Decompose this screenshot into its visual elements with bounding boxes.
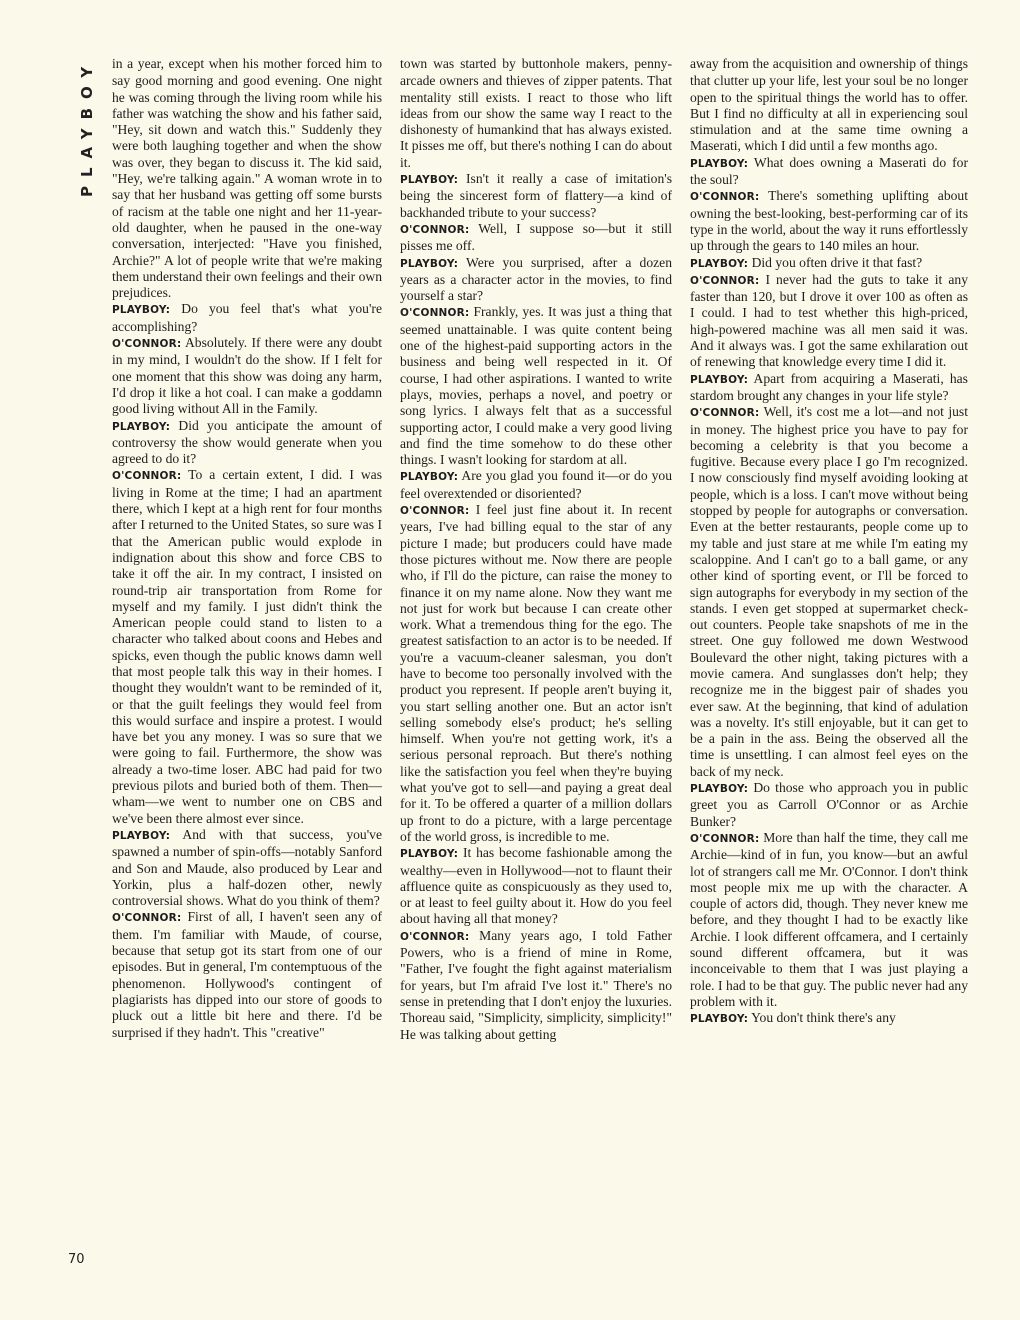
paragraph: O'CONNOR: More than half the time, they call me Archie—kind of in fun, you know—but an awful lot of strangers call me Mr. O'Connor. I don't think most people mix me up with the character. A couple of actors did, though. They never knew me before, and they thought I had to be exactly like Archie. I look different offcamera, and I certainly sound different offcamera, but it was inconceivable to them that I was just playing a role. I had to be that guy. The public never had any problem with it. [690,829,968,1009]
paragraph: O'CONNOR: There's something uplifting about owning the best-looking, best-performing car of its type in the world, about the way it runs effortlessly up through the gears to 140 miles an hour. [690,188,968,254]
text-column-2 [400,56,672,1043]
page-number: 70 [68,1252,85,1267]
text-column-1 [112,56,382,1041]
paragraph: PLAYBOY: Are you glad you found it—or do you feel overextended or disoriented? [400,468,672,501]
paragraph: away from the acquisition and ownership of things that clutter up your life, lest your soul be no longer open to the spiritual things the world has to offer. But I find no difficulty at all in experiencing soul stimulation and at the same time owning a Maserati, which I did until a few months ago. [690,56,968,154]
text-column-3 [690,56,968,1028]
paragraph: PLAYBOY: And with that success, you've spawned a number of spin-offs—notably Sanford and Son and Maude, also produced by Lear and Yorkin, plus a half-dozen other, newly controversial shows. What do you think of them? [112,826,382,909]
paragraph: in a year, except when his mother forced him to say good morning and good evening. One night he was coming through the living room while his father was watching the show and his father said, "Hey, sit down and watch this." Suddenly they were both laughing together and when the show was over, they began to discuss it. The kid said, "Hey, we're talking again." A woman wrote in to say that her husband was getting off some bursts of racism at the table one night and her 11-year-old daughter, when he paused in the one-way conversation, interjected: "Have you finished, Archie?" A lot of people write that we're making them understand their own feelings and their own prejudices. [112,56,382,301]
paragraph: PLAYBOY: It has become fashionable among the wealthy—even in Hollywood—not to flaunt their affluence quite as conspicuously as they used to, or at least to feel guilty about it. How do you feel about having all that money? [400,845,672,927]
paragraph: PLAYBOY: Do you feel that's what you're accomplishing? [112,301,382,334]
paragraph: PLAYBOY: Isn't it really a case of imitation's being the sincerest form of flattery—a kind of backhanded tribute to your success? [400,171,672,220]
paragraph: PLAYBOY: Did you anticipate the amount of controversy the show would generate when you agreed to do it? [112,417,382,467]
paragraph: O'CONNOR: Frankly, yes. It was just a thing that seemed unattainable. I was quite content being one of the highest-paid supporting actors in the business and being well respected in it. Of course, I had other aspirations. I wanted to write plays, movies, perhaps a novel, and poetry or song lyrics. I always felt that as a successful supporting actor, I could make a very good living and find the time somehow to do these other things. I wasn't looking for stardom at all. [400,304,672,468]
paragraph: O'CONNOR: Well, I suppose so—but it still pisses me off. [400,220,672,254]
paragraph: O'CONNOR: Well, it's cost me a lot—and not just in money. The highest price you have to pay for becoming a celebrity is that you become a fugitive. Because every place I go I'm recognized. I now consciously find myself avoiding looking at people, which is a loss. I can't move without being stopped by people for autographs or conversation. Even at the better restaurants, people come up to my table and just stare at me while I'm eating my scaloppine. And I can't go to a ball game, or any other kind of sporting event, or I'll be forced to sign autographs for everybody in my section of the stands. I even get stopped at supermarket check-out counters. People take snapshots of me in the street. One guy followed me down Westwood Boulevard the other night, taking pictures with a movie camera. And sunglasses don't help; they recognize me in the biggest pair of shades you ever saw. At the beginning, that kind of adulation was a novelty. It's still enjoyable, but it can get to be a pain in the ass. Being the observed all the time is unsettling. I can almost feel eyes on the back of my neck. [690,404,969,779]
magazine-vertical-mark: PLAYBOY [78,57,96,197]
paragraph: O'CONNOR: Many years ago, I told Father Powers, who is a friend of mine in Rome, "Father, I've fought the fight against materialism for years, but I'm afraid I've lost it." There's no sense in pretending that I don't enjoy the luxuries. Thoreau said, "Simplicity, simplicity, simplicity!" He was talking about getting [400,927,672,1042]
paragraph: town was started by buttonhole makers, penny-arcade owners and thieves of zipper patents. That mentality still exists. I react to those who lift ideas from our show the same way I react to the dishonesty of humankind that has always existed. It pisses me off, but there's nothing I can do about it. [400,56,672,170]
paragraph: PLAYBOY: What does owning a Maserati do for the soul? [690,154,968,188]
paragraph: PLAYBOY: Do those who approach you in public greet you as Carroll O'Connor or as Archie Bunker? [690,780,968,829]
paragraph: O'CONNOR: First of all, I haven't seen any of them. I'm familiar with Maude, of course, because that setup got its start from one of our episodes. But in general, I'm contemptuous of the phenomenon. Hollywood's contingent of plagiarists has dipped into our store of goods to pluck out a little bit here and there. I'd be surprised if they hadn't. This "creative" [112,909,382,1040]
paragraph: PLAYBOY: Apart from acquiring a Maserati, has stardom brought any changes in your life style? [690,370,968,403]
paragraph: O'CONNOR: I never had the guts to take it any faster than 120, but I drove it over 100 as often as I could. I had to test whether this high-priced, high-powered machine was all men said it was. And it always was. I got the same exhilaration out of renewing that knowledge every time I did it. [690,271,968,370]
paragraph: O'CONNOR: I feel just fine about it. In recent years, I've had billing equal to the star of any picture I made; but producers could have made those pictures without me. Now there are people who, if I'll do the picture, can raise the money to finance it on my name alone. Now they want me not just for work but because I can create other work. What a tremendous thing for the ego. The greatest satisfaction to an actor is to be needed. If you're a vacuum-cleaner salesman, you don't have to become too personally involved with the product you represent. If people aren't buying it, you start selling another one. But an actor isn't selling somebody else's product; he's selling himself. When you're not getting work, it's a serious personal reproach. But there's nothing like the satisfaction you feel when they're buying what you've got to sell—and paying a great deal for it. To be offered a quarter of a million dollars up front to do a picture, with a large percentage of the world gross, is incredible to me. [400,502,673,844]
paragraph: O'CONNOR: Absolutely. If there were any doubt in my mind, I wouldn't do the show. If I felt for one moment that this show was doing any harm, I'd drop it like a hot coal. I can make a goddamn good living without All in the Family. [112,335,383,417]
paragraph: PLAYBOY: Were you surprised, after a dozen years as a character actor in the movies, to find yourself a star? [400,254,673,304]
paragraph: O'CONNOR: To a certain extent, I did. I was living in Rome at the time; I had an apartment there, which I kept at a high rent for four months after I returned to the United States, so sure was I that the American public would explode in indignation about this show and force CBS to take it off the air. In my contract, I insisted on round-trip air transportation from Rome for myself and my family. I just didn't think the American people could stand to listen to a character who talked about coons and Hebes and spicks, even though the public knows damn well that most people talk this way in their homes. I thought they wouldn't want to be reminded of it, or that the guilt feelings they would feel from this would surface and inspire a protest. I would have bet you any money. I was so sure that we were going to fail. Furthermore, the show was already a two-time loser. ABC had paid for two previous pilots and buried both of them. Then—wham—we went to number one on CBS and we've been there almost ever since. [112,467,383,826]
paragraph: PLAYBOY: You don't think there's any [690,1010,896,1026]
paragraph: PLAYBOY: Did you often drive it that fast? [690,254,923,270]
